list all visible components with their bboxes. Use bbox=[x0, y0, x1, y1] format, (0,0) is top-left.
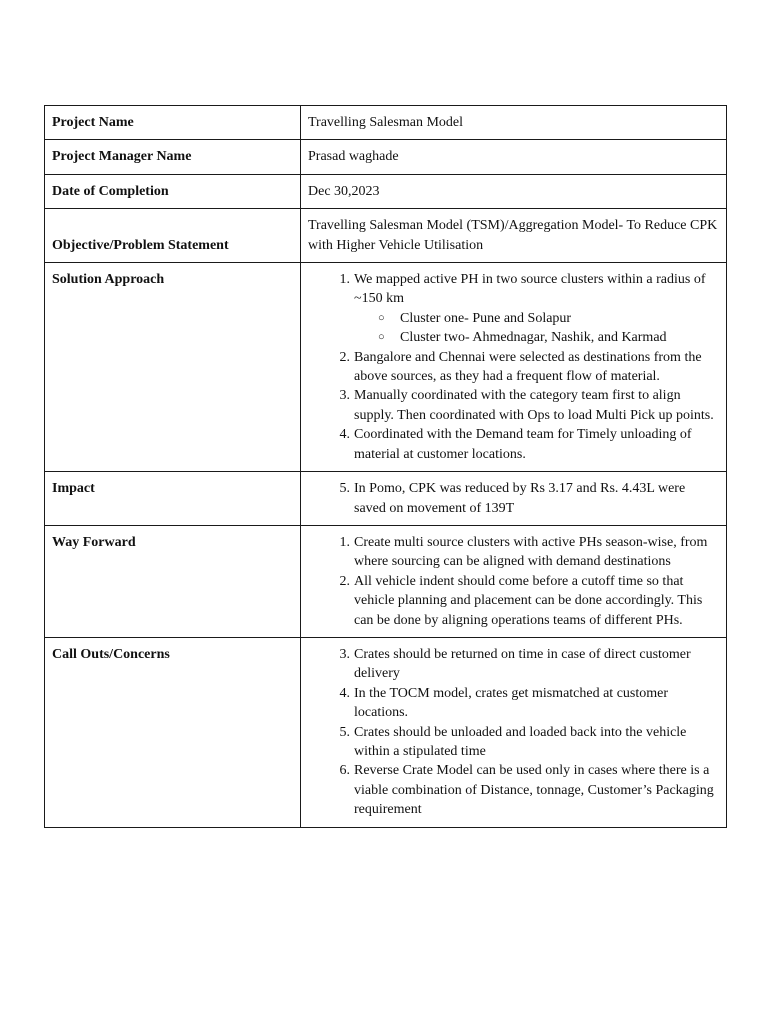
cluster-sub-list bbox=[354, 309, 719, 348]
date-of-completion-value: Dec 30,2023 bbox=[301, 174, 727, 208]
call-outs-label: Call Outs/Concerns bbox=[45, 637, 301, 827]
list-item-text: In the TOCM model, crates get mismatched at customer locations. bbox=[354, 685, 669, 721]
list-number: 1. bbox=[339, 534, 350, 550]
sub-list-item-text: Cluster one- Pune and Solapur bbox=[400, 310, 572, 326]
impact-list bbox=[308, 479, 719, 518]
sub-list-item bbox=[354, 309, 719, 328]
objective-label: Objective/Problem Statement bbox=[45, 209, 301, 263]
impact-label: Impact bbox=[45, 472, 301, 526]
row-impact bbox=[45, 472, 727, 526]
list-item-text: We mapped active PH in two source clusters within a radius of ~150 km bbox=[354, 272, 706, 307]
impact-value bbox=[301, 472, 727, 526]
project-name-label: Project Name bbox=[45, 106, 301, 140]
objective-value: Travelling Salesman Model (TSM)/Aggregation Model- To Reduce CPK with Higher Vehicle Utilisation bbox=[301, 209, 727, 263]
list-item bbox=[308, 761, 719, 819]
row-date-of-completion bbox=[45, 174, 727, 208]
solution-approach-list bbox=[308, 270, 719, 464]
list-number: 6. bbox=[339, 763, 350, 779]
list-item-text: Reverse Crate Model can be used only in cases where there is a viable combination of Distance, tonnage, Customer’s Packaging requirement bbox=[354, 763, 714, 818]
sub-list-item-text: Cluster two- Ahmednagar, Nashik, and Karmad bbox=[400, 330, 667, 346]
hollow-circle-bullet-icon: ○ bbox=[378, 311, 385, 324]
list-item bbox=[308, 386, 719, 425]
list-number: 1. bbox=[339, 272, 350, 288]
row-call-outs bbox=[45, 637, 727, 827]
list-number: 5. bbox=[339, 481, 350, 497]
solution-approach-value bbox=[301, 263, 727, 472]
list-number: 2. bbox=[339, 349, 350, 365]
list-item-text: Coordinated with the Demand team for Timely unloading of material at customer locations. bbox=[354, 427, 692, 462]
project-manager-value: Prasad waghade bbox=[301, 140, 727, 174]
way-forward-value bbox=[301, 525, 727, 637]
list-item bbox=[308, 270, 719, 348]
list-item bbox=[308, 723, 719, 762]
list-number: 2. bbox=[339, 573, 350, 589]
list-number: 5. bbox=[339, 724, 350, 740]
list-item bbox=[308, 645, 719, 684]
way-forward-label: Way Forward bbox=[45, 525, 301, 637]
list-item-text: Crates should be returned on time in case of direct customer delivery bbox=[354, 646, 691, 682]
hollow-circle-bullet-icon: ○ bbox=[378, 331, 385, 344]
call-outs-list bbox=[308, 645, 719, 820]
list-item-text: Create multi source clusters with active PHs season-wise, from where sourcing can be aligned with demand destinations bbox=[354, 534, 708, 570]
list-item bbox=[308, 479, 719, 518]
call-outs-value bbox=[301, 637, 727, 827]
project-name-value: Travelling Salesman Model bbox=[301, 106, 727, 140]
solution-approach-label: Solution Approach bbox=[45, 263, 301, 472]
row-way-forward bbox=[45, 525, 727, 637]
list-item bbox=[308, 348, 719, 387]
list-item-text: Crates should be unloaded and loaded back into the vehicle within a stipulated time bbox=[354, 724, 687, 759]
list-number: 4. bbox=[339, 427, 350, 443]
list-item-text: In Pomo, CPK was reduced by Rs 3.17 and Rs. 4.43L were saved on movement of 139T bbox=[354, 481, 686, 516]
list-number: 4. bbox=[339, 685, 350, 701]
row-project-name bbox=[45, 106, 727, 140]
row-objective bbox=[45, 209, 727, 263]
list-number: 3. bbox=[339, 388, 350, 404]
list-item-text: Manually coordinated with the category team first to align supply. Then coordinated with Ops to load Multi Pick up points. bbox=[354, 388, 714, 423]
list-item bbox=[308, 572, 719, 630]
row-project-manager bbox=[45, 140, 727, 174]
list-item bbox=[308, 533, 719, 572]
list-item-text: All vehicle indent should come before a cutoff time so that vehicle planning and placement can be done accordingly. This can be done by aligning operations teams of different PHs. bbox=[354, 573, 703, 628]
project-manager-label: Project Manager Name bbox=[45, 140, 301, 174]
way-forward-list bbox=[308, 533, 719, 630]
list-item-text: Bangalore and Chennai were selected as destinations from the above sources, as they had a frequent flow of material. bbox=[354, 349, 702, 385]
sub-list-item bbox=[354, 328, 719, 347]
list-item bbox=[308, 425, 719, 464]
list-item bbox=[308, 684, 719, 723]
project-summary-table bbox=[44, 105, 727, 828]
list-number: 3. bbox=[339, 646, 350, 662]
row-solution-approach bbox=[45, 263, 727, 472]
date-of-completion-label: Date of Completion bbox=[45, 174, 301, 208]
